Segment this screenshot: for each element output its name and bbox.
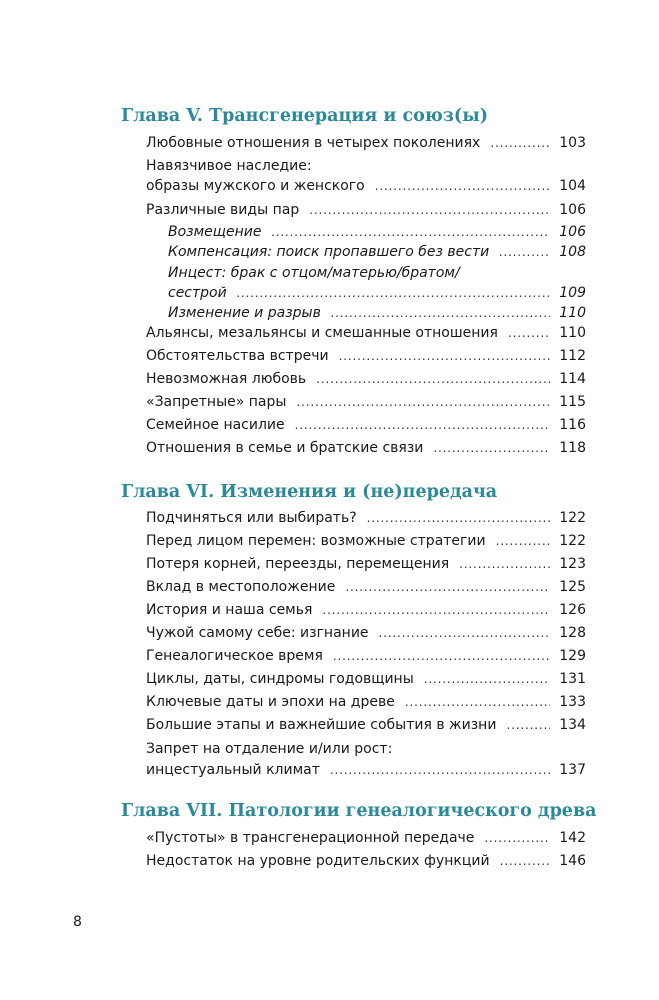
toc-entry — [146, 177, 586, 195]
toc-entry-text: Подчиняться или выбирать? — [146, 510, 357, 526]
leader-dots — [295, 416, 550, 434]
toc-entry-page: 109 — [559, 285, 586, 301]
toc-entry — [146, 578, 586, 596]
leader-dots — [333, 647, 550, 665]
toc-entry-text: Любовные отношения в четырех поколениях — [146, 135, 481, 151]
toc-entry — [146, 134, 586, 152]
leader-dots — [405, 693, 550, 711]
toc-entry-page: 126 — [559, 602, 586, 618]
toc-subentry — [168, 223, 586, 241]
page-number: 8 — [73, 914, 82, 930]
leader-dots — [271, 223, 550, 241]
leader-dots — [490, 134, 550, 152]
leader-dots — [459, 555, 550, 573]
toc-entry-page: 146 — [559, 853, 586, 869]
toc-entry-text: Перед лицом перемен: возможные стратегии — [146, 533, 486, 549]
toc-entry-text: сестрой — [168, 285, 227, 301]
toc-entry-page: 123 — [559, 556, 586, 572]
toc-entry — [146, 624, 586, 642]
leader-dots — [309, 201, 550, 219]
toc-entry-text: Большие этапы и важнейшие события в жизни — [146, 717, 497, 733]
toc-entry-text: Циклы, даты, синдромы годовщины — [146, 671, 414, 687]
toc-entry-page: 131 — [559, 671, 586, 687]
toc-entry-page: 115 — [559, 394, 586, 410]
toc-entry-text: Возмещение — [168, 224, 262, 240]
toc-entry — [146, 509, 586, 527]
toc-entry — [146, 201, 586, 219]
toc-entry — [146, 347, 586, 365]
leader-dots — [508, 324, 550, 342]
chapter-title-6: Глава VI. Изменения и (не)передача — [121, 482, 498, 502]
toc-entry-text: Чужой самому себе: изгнание — [146, 625, 369, 641]
toc-entry-text: Изменение и разрыв — [168, 305, 321, 321]
toc-entry — [146, 555, 586, 573]
leader-dots — [339, 347, 550, 365]
leader-dots — [375, 177, 550, 195]
toc-entry — [146, 532, 586, 550]
toc-entry-text: «Запретные» пары — [146, 394, 287, 410]
toc-entry-text: Вклад в местоположение — [146, 579, 336, 595]
toc-entry-page: 103 — [559, 135, 586, 151]
toc-entry-page: 110 — [559, 305, 586, 321]
toc-entry — [146, 693, 586, 711]
toc-entry-text: Генеалогическое время — [146, 648, 323, 664]
toc-entry-text: Различные виды пар — [146, 202, 300, 218]
toc-entry-page: 106 — [559, 202, 586, 218]
toc-entry — [146, 829, 586, 847]
toc-entry — [146, 601, 586, 619]
toc-entry — [146, 647, 586, 665]
toc-entry — [146, 393, 586, 411]
toc-entry — [146, 670, 586, 688]
toc-entry — [146, 761, 586, 779]
toc-entry-page: 116 — [559, 417, 586, 433]
leader-dots — [322, 601, 550, 619]
toc-entry-page: 114 — [559, 371, 586, 387]
toc-entry-page: 122 — [559, 510, 586, 526]
chapter-title-7: Глава VII. Патологии генеалогического древа — [121, 801, 597, 821]
toc-entry-text: Недостаток на уровне родительских функций — [146, 853, 490, 869]
chapter-title-5: Глава V. Трансгенерация и союз(ы) — [121, 106, 489, 126]
toc-entry-text: Невозможная любовь — [146, 371, 307, 387]
toc-entry-text: Семейное насилие — [146, 417, 285, 433]
leader-dots — [499, 243, 550, 261]
toc-entry-text: образы мужского и женского — [146, 178, 365, 194]
toc-subentry — [168, 284, 586, 302]
leader-dots — [506, 716, 550, 734]
toc-entry-page: 104 — [559, 178, 586, 194]
toc-entry-page: 134 — [559, 717, 586, 733]
toc-entry-page: 110 — [559, 325, 586, 341]
leader-dots — [316, 370, 550, 388]
leader-dots — [379, 624, 550, 642]
toc-subentry-line1: Инцест: брак с отцом/матерью/братом/ — [168, 265, 460, 281]
toc-entry-text: «Пустоты» в трансгенерационной передаче — [146, 830, 475, 846]
toc-entry-text: История и наша семья — [146, 602, 313, 618]
toc-entry-text: инцестуальный климат — [146, 762, 320, 778]
leader-dots — [433, 439, 550, 457]
toc-entry-text: Альянсы, мезальянсы и смешанные отношения — [146, 325, 498, 341]
leader-dots — [496, 532, 550, 550]
toc-subentry — [168, 243, 586, 261]
toc-entry-text: Ключевые даты и эпохи на древе — [146, 694, 395, 710]
leader-dots — [296, 393, 550, 411]
toc-entry-text: Компенсация: поиск пропавшего без вести — [168, 244, 490, 260]
toc-entry — [146, 370, 586, 388]
leader-dots — [424, 670, 550, 688]
toc-entry — [146, 439, 586, 457]
toc-entry-page: 142 — [559, 830, 586, 846]
leader-dots — [330, 761, 550, 779]
toc-entry-text: Обстоятельства встречи — [146, 348, 329, 364]
toc-entry-text: Потеря корней, переезды, перемещения — [146, 556, 450, 572]
toc-subentry — [168, 304, 586, 322]
toc-entry-page: 122 — [559, 533, 586, 549]
toc-entry-line1: Запрет на отдаление и/или рост: — [146, 741, 393, 757]
leader-dots — [345, 578, 550, 596]
toc-entry-page: 129 — [559, 648, 586, 664]
toc-entry — [146, 416, 586, 434]
toc-entry-page: 137 — [559, 762, 586, 778]
toc-entry — [146, 716, 586, 734]
toc-entry-text: Отношения в семье и братские связи — [146, 440, 424, 456]
toc-entry-line1: Навязчивое наследие: — [146, 158, 312, 174]
leader-dots — [331, 304, 550, 322]
toc-entry — [146, 324, 586, 342]
leader-dots — [367, 509, 550, 527]
toc-entry-page: 108 — [559, 244, 586, 260]
toc-entry — [146, 852, 586, 870]
toc-entry-page: 125 — [559, 579, 586, 595]
leader-dots — [484, 829, 550, 847]
toc-entry-page: 112 — [559, 348, 586, 364]
leader-dots — [500, 852, 550, 870]
toc-entry-page: 118 — [559, 440, 586, 456]
toc-entry-page: 133 — [559, 694, 586, 710]
toc-entry-page: 106 — [559, 224, 586, 240]
leader-dots — [237, 284, 550, 302]
toc-entry-page: 128 — [559, 625, 586, 641]
